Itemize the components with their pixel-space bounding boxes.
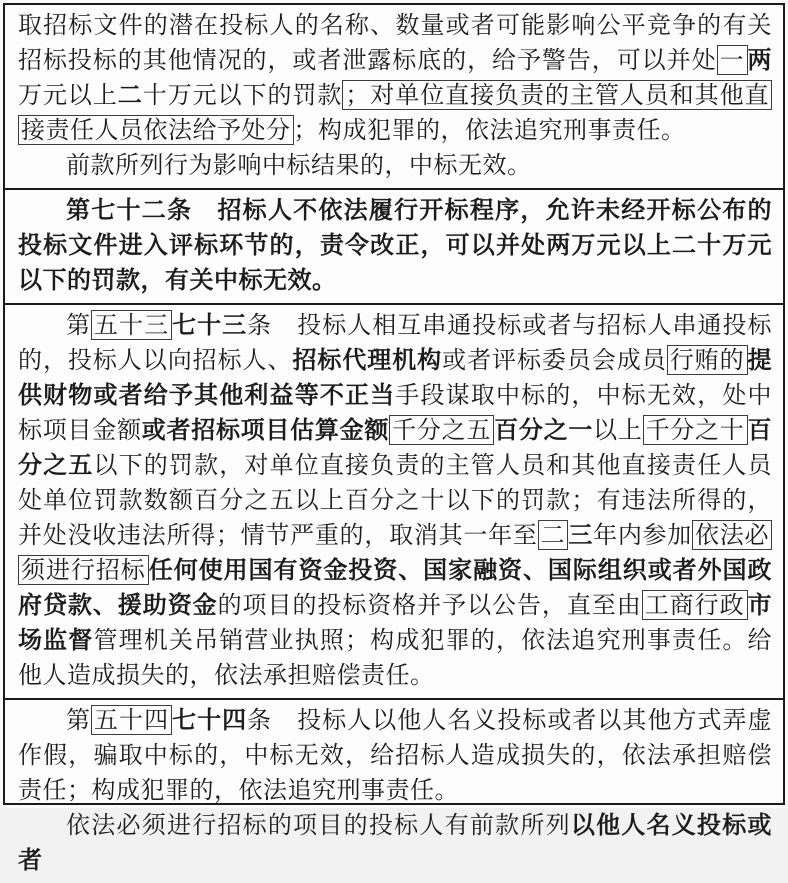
paragraph-1-1 xyxy=(18,8,772,148)
text-run: 万元以上 xyxy=(18,81,118,109)
deleted-text-run: 依法必须进行招标 xyxy=(18,520,772,585)
deleted-text-run: 二 xyxy=(538,520,569,550)
deleted-text-run: 千分之十 xyxy=(643,415,748,445)
document-frame xyxy=(3,3,785,874)
text-run: 以下的罚款，对单位直接负责的主管人员和其他直接责任人员处单位罚款数额百分之五以上百分之十以下的罚款；有违法所得的，并处没收违法所得；情节严重的，取消其一年至 xyxy=(18,451,773,549)
deleted-text-run: 行贿的 xyxy=(667,345,748,375)
added-text-run: 二 xyxy=(117,81,143,109)
text-run: 年内参加 xyxy=(593,521,693,549)
added-text-run: 以他人名义投标或者 xyxy=(18,811,773,874)
document-sections xyxy=(5,5,783,883)
text-run: ；构成犯罪的，依法追究刑事责任。 xyxy=(293,116,686,144)
paragraph-2-1 xyxy=(18,193,772,298)
deleted-text-run: 一 xyxy=(717,45,748,75)
text-run: 取招标文件的潜在投标人的名称、数量或者可能影响公平竞争的有关招标投标的其他情况的，或者泄露标底的，给予警告，可以并处 xyxy=(18,11,772,74)
added-text-run: 提供财物或者给予其他利益等不正当 xyxy=(18,346,773,409)
text-run: 第 xyxy=(66,311,92,339)
added-text-run: 任何使用国有资金投资、国家融资、国际组织或者外国政府贷款、援助资金 xyxy=(18,556,773,619)
added-text-run: 或者招标项目估算金额 xyxy=(141,416,390,444)
article-section-1 xyxy=(5,5,783,188)
text-run: 十万元以下的罚款 xyxy=(142,81,343,109)
added-text-run: 百分之一 xyxy=(494,416,594,444)
added-text-run: 两 xyxy=(747,46,773,74)
deleted-text-run: 五十四 xyxy=(91,705,172,735)
text-run: 以上 xyxy=(593,416,643,444)
deleted-text-run: ；对单位直接负责的主管人员和其他直接责任人员依法给予处分 xyxy=(18,80,772,145)
text-run: 依法必须进行招标的项目的投标人有前款所列 xyxy=(66,811,571,839)
added-text-run: 第七十二条 招标人不依法履行开标程序，允许未经开标公布的投标文件进入评标环节的，责令改正，可以并处两万元以上二十万元以下的罚款，有关中标无效。 xyxy=(18,196,772,294)
text-run: 手段谋取中标的，中标无效，处中标项目金额 xyxy=(18,381,772,444)
added-text-run: 七十三 xyxy=(172,311,248,339)
text-run: 前款所列行为影响中标结果的，中标无效。 xyxy=(66,151,532,179)
added-text-run: 招标代理机构 xyxy=(292,346,443,374)
text-run: 条 投标人以他人名义投标或者以其他方式弄虚作假，骗取中标的，中标无效，给招标人造成损失的，依法承担赔偿责任；构成犯罪的，依法追究刑事责任。 xyxy=(18,706,773,804)
deleted-text-run: 千分之五 xyxy=(389,415,494,445)
paragraph-4-2 xyxy=(18,808,772,878)
article-section-4 xyxy=(5,698,783,883)
deleted-text-run: 工商行政 xyxy=(642,590,748,620)
text-run: 条 投标人相互串通投标或者与招标人串通投标的，投标人以向招标人、 xyxy=(18,311,773,374)
added-text-run: 七十四 xyxy=(172,706,248,734)
paragraph-1-2 xyxy=(18,148,772,183)
text-run: 的项目的投标资格并予以公告，直至由 xyxy=(217,591,642,619)
deleted-text-run: 五十三 xyxy=(91,310,172,340)
added-text-run: 三 xyxy=(568,521,594,549)
paragraph-3-1 xyxy=(18,308,772,693)
added-text-run: 市场监督 xyxy=(18,591,773,654)
text-run: 管理机关吊销营业执照；构成犯罪的，依法追究刑事责任。给他人造成损失的，依法承担赔偿责任。 xyxy=(18,626,773,689)
paragraph-4-1 xyxy=(18,703,772,808)
article-section-2 xyxy=(5,188,783,303)
text-run: 第 xyxy=(66,706,92,734)
added-text-run: 百分之五 xyxy=(18,416,773,479)
text-run: 或者评标委员会成员 xyxy=(442,346,667,374)
article-section-3 xyxy=(5,303,783,698)
